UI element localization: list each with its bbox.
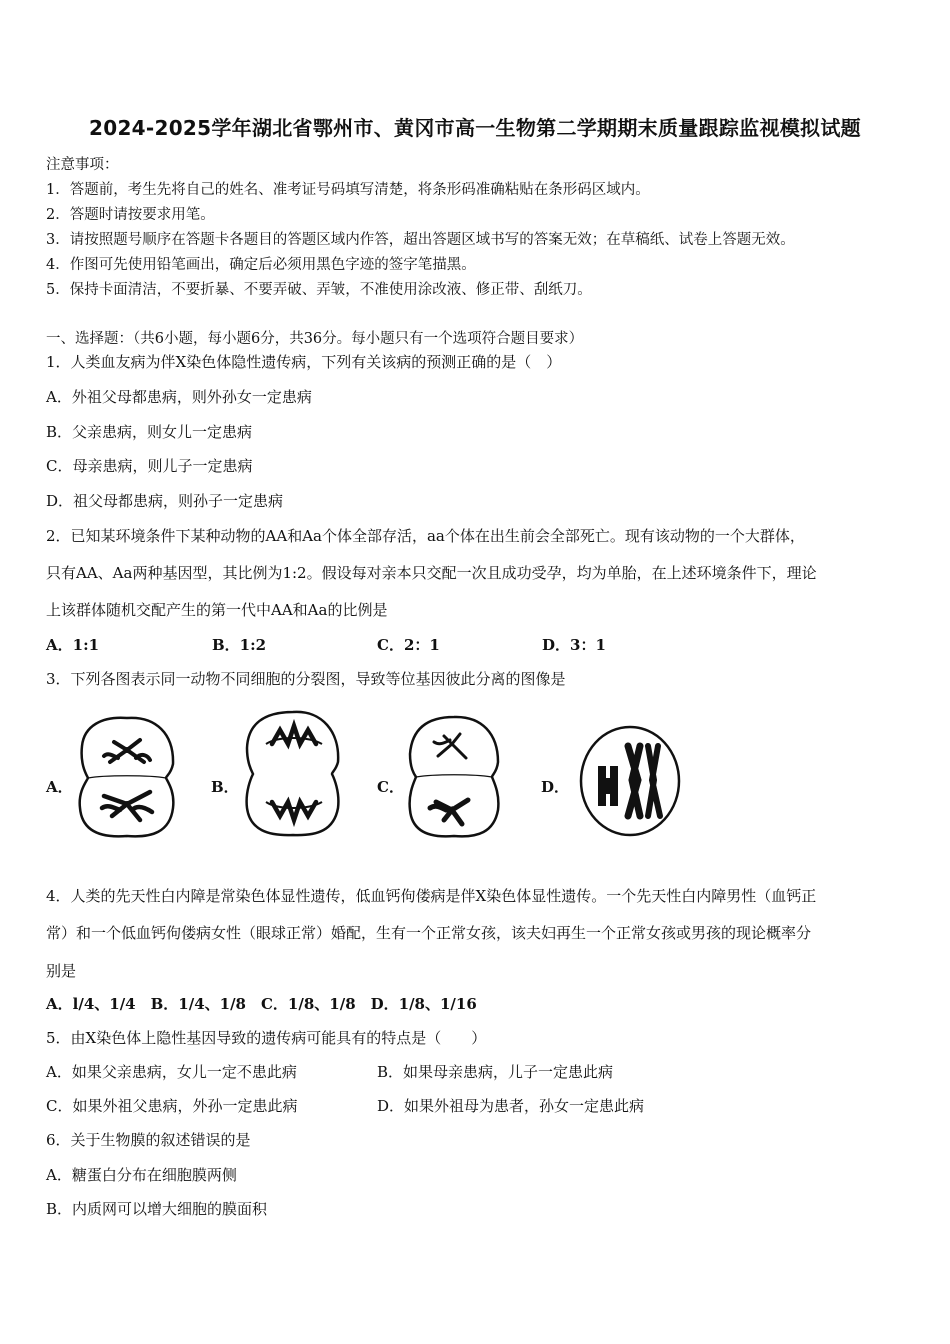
q5-option-a[interactable]: A．如果父亲患病，女儿一定不患此病: [46, 1063, 297, 1081]
q5-option-d[interactable]: D．如果外祖母为患者，孙女一定患此病: [377, 1097, 645, 1115]
question-4-line: 4．人类的先天性白内障是常染色体显性遗传，低血钙佝偻病是伴X染色体显性遗传。一个先天性白内障男性（血钙正: [46, 887, 817, 905]
q4-options[interactable]: A．l/4、1/4 B．1/4、1/8 C．1/8、1/8 D．1/8、1/16: [46, 995, 477, 1013]
cell-division-figure-a[interactable]: [74, 712, 180, 840]
q6-option-b[interactable]: B．内质网可以增大细胞的膜面积: [46, 1200, 268, 1218]
section-heading: 一、选择题：（共6小题，每小题6分，共36分。每小题只有一个选项符合题目要求）: [46, 331, 584, 347]
question-2-line: 只有AA、Aa两种基因型，其比例为1:2。假设每对亲本只交配一次且成功受孕，均为单胎，在上述环境条件下，理论: [46, 564, 817, 582]
question-4-line: 别是: [46, 962, 77, 980]
page-title: 2024-2025学年湖北省鄂州市、黄冈市高一生物第二学期期末质量跟踪监视模拟试题: [89, 116, 861, 140]
notice-item: 2．答题时请按要求用笔。: [46, 207, 215, 223]
notice-item: 3．请按照题号顺序在答题卡各题目的答题区域内作答，超出答题区域书写的答案无效；在草稿纸、试卷上答题无效。: [46, 232, 795, 248]
question-4-line: 常）和一个低血钙佝偻病女性（眼球正常）婚配，生有一个正常女孩，该夫妇再生一个正常女孩或男孩的现论概率分: [46, 924, 812, 942]
q2-option-c[interactable]: C．2：1: [377, 636, 440, 654]
q3-option-d[interactable]: D．: [541, 778, 570, 796]
q5-option-c[interactable]: C．如果外祖父患病，外孙一定患此病: [46, 1097, 298, 1115]
cell-division-figure-c[interactable]: [404, 712, 504, 840]
q2-option-a[interactable]: A．1:1: [46, 636, 100, 654]
notice-heading: 注意事项：: [46, 157, 119, 173]
q1-option-c[interactable]: C．母亲患病，则儿子一定患病: [46, 457, 253, 475]
q3-option-a[interactable]: A．: [46, 778, 73, 796]
q6-option-a[interactable]: A．糖蛋白分布在细胞膜两侧: [46, 1166, 237, 1184]
q5-option-b[interactable]: B．如果母亲患病，儿子一定患此病: [377, 1063, 614, 1081]
notice-item: 5．保持卡面清洁，不要折暴、不要弄破、弄皱，不准使用涂改液、修正带、刮纸刀。: [46, 282, 592, 298]
q2-option-b[interactable]: B．1:2: [212, 636, 267, 654]
cell-division-figure-b[interactable]: [242, 708, 344, 840]
question-3-stem: 3．下列各图表示同一动物不同细胞的分裂图，导致等位基因彼此分离的图像是: [46, 670, 566, 688]
q1-option-d[interactable]: D．祖父母都患病，则孙子一定患病: [46, 492, 284, 510]
q1-option-b[interactable]: B．父亲患病，则女儿一定患病: [46, 423, 253, 441]
notice-item: 1．答题前，考生先将自己的姓名、准考证号码填写清楚，将条形码准确粘贴在条形码区域内。: [46, 182, 650, 198]
cell-division-figure-d[interactable]: [578, 724, 682, 838]
q2-option-d[interactable]: D．3：1: [542, 636, 606, 654]
question-1-stem: 1．人类血友病为伴X染色体隐性遗传病，下列有关该病的预测正确的是（ ）: [46, 353, 562, 371]
q3-option-b[interactable]: B．: [211, 778, 239, 796]
notice-item: 4．作图可先使用铅笔画出，确定后必须用黑色字迹的签字笔描黑。: [46, 257, 476, 273]
question-2-line: 2．已知某环境条件下某种动物的AA和Aa个体全部存活，aa个体在出生前会全部死亡。现有该动物的一个大群体，: [46, 527, 805, 545]
question-6-stem: 6．关于生物膜的叙述错误的是: [46, 1131, 251, 1149]
q1-option-a[interactable]: A．外祖父母都患病，则外孙女一定患病: [46, 388, 312, 406]
question-5-stem: 5．由X染色体上隐性基因导致的遗传病可能具有的特点是（ ）: [46, 1029, 487, 1047]
q3-option-c[interactable]: C．: [377, 778, 404, 796]
question-2-line: 上该群体随机交配产生的第一代中AA和Aa的比例是: [46, 601, 388, 619]
